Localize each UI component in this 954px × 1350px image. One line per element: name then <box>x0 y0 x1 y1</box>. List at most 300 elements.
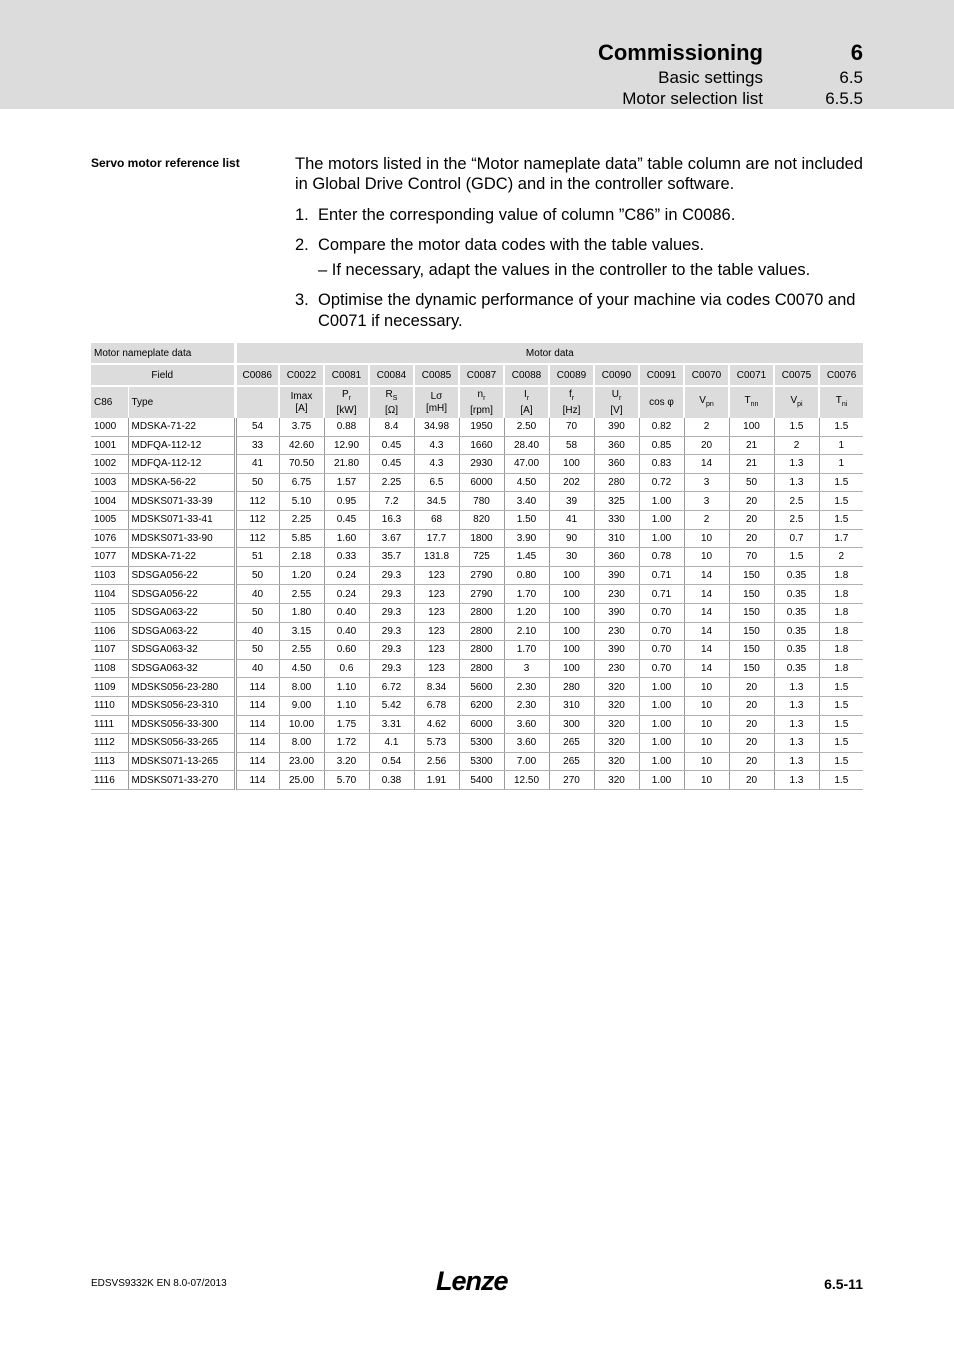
value-cell: 4.3 <box>414 455 459 474</box>
value-cell: 1.00 <box>639 734 684 753</box>
value-cell: 3.60 <box>504 715 549 734</box>
value-cell: 280 <box>594 473 639 492</box>
value-cell: 4.62 <box>414 715 459 734</box>
c86-cell: 1076 <box>91 529 128 548</box>
value-cell: 10.00 <box>279 715 324 734</box>
chapter-heading <box>598 40 863 66</box>
step-text: Compare the motor data codes with the table values. <box>318 236 705 254</box>
type-cell: SDSGA056-22 <box>128 585 235 604</box>
unit-symbol: V <box>699 394 706 406</box>
document-id: EDSVS9332K EN 8.0-07/2013 <box>91 1278 227 1289</box>
value-cell: 28.40 <box>504 436 549 455</box>
value-cell: 1.00 <box>639 492 684 511</box>
value-cell: 4.50 <box>279 659 324 678</box>
table-row <box>91 678 863 697</box>
value-cell: 2930 <box>459 455 504 474</box>
value-cell: 1.3 <box>774 696 819 715</box>
code-header: C0071 <box>729 364 774 386</box>
unit-label: [kW] <box>336 404 357 416</box>
type-cell: MDSKA-71-22 <box>128 418 235 436</box>
value-cell: 2800 <box>459 622 504 641</box>
value-cell: 1.80 <box>279 603 324 622</box>
value-cell: 1.60 <box>324 529 369 548</box>
type-cell: MDSKS071-13-265 <box>128 752 235 771</box>
value-cell: 10 <box>684 696 729 715</box>
type-cell: SDSGA063-32 <box>128 641 235 660</box>
value-cell: 1.00 <box>639 771 684 790</box>
value-cell: 29.3 <box>369 622 414 641</box>
step-item <box>295 205 863 226</box>
c86-cell: 1105 <box>91 603 128 622</box>
type-cell: MDSKS071-33-270 <box>128 771 235 790</box>
table-row <box>91 529 863 548</box>
value-cell: 360 <box>594 455 639 474</box>
value-cell: 1.00 <box>639 696 684 715</box>
type-cell: MDSKS056-23-280 <box>128 678 235 697</box>
code-header: C0090 <box>594 364 639 386</box>
subsection-number: 6.5.5 <box>825 89 863 108</box>
value-cell: 5.70 <box>324 771 369 790</box>
value-cell: 114 <box>235 771 279 790</box>
value-cell: 0.78 <box>639 548 684 567</box>
type-cell: MDSKS056-33-300 <box>128 715 235 734</box>
value-cell: 34.5 <box>414 492 459 511</box>
table-row <box>91 455 863 474</box>
value-cell: 1.8 <box>819 659 863 678</box>
c86-header: C86 <box>91 386 128 418</box>
value-cell: 41 <box>235 455 279 474</box>
value-cell: 5.10 <box>279 492 324 511</box>
value-cell: 5.73 <box>414 734 459 753</box>
value-cell: 0.45 <box>369 436 414 455</box>
c86-cell: 1103 <box>91 566 128 585</box>
value-cell: 100 <box>549 585 594 604</box>
unit-label: [mH] <box>425 402 448 414</box>
value-cell: 10 <box>684 715 729 734</box>
unit-symbol: I <box>523 388 527 400</box>
value-cell: 3.90 <box>504 529 549 548</box>
value-cell: 14 <box>684 455 729 474</box>
table-row <box>91 473 863 492</box>
value-cell: 330 <box>594 510 639 529</box>
step-text: Optimise the dynamic performance of your machine via codes C0070 and C0071 if necessary. <box>318 291 856 330</box>
value-cell: 7.00 <box>504 752 549 771</box>
value-cell: 1.5 <box>819 510 863 529</box>
value-cell: 90 <box>549 529 594 548</box>
step-number: 3. <box>295 291 309 309</box>
value-cell: 21.80 <box>324 455 369 474</box>
unit-header <box>594 386 639 418</box>
unit-header <box>549 386 594 418</box>
unit-symbol: n <box>477 388 484 400</box>
code-header: C0087 <box>459 364 504 386</box>
unit-header <box>414 386 459 418</box>
value-cell: 100 <box>549 622 594 641</box>
value-cell: 4.3 <box>414 436 459 455</box>
unit-header <box>774 386 819 418</box>
value-cell: 8.34 <box>414 678 459 697</box>
value-cell: 40 <box>235 659 279 678</box>
value-cell: 150 <box>729 566 774 585</box>
value-cell: 100 <box>549 455 594 474</box>
value-cell: 41 <box>549 510 594 529</box>
type-cell: MDFQA-112-12 <box>128 436 235 455</box>
chapter-title: Commissioning <box>597 40 763 65</box>
value-cell: 21 <box>729 455 774 474</box>
value-cell: 202 <box>549 473 594 492</box>
c86-cell: 1004 <box>91 492 128 511</box>
code-header: C0081 <box>324 364 369 386</box>
value-cell: 3 <box>684 492 729 511</box>
type-cell: SDSGA063-22 <box>128 603 235 622</box>
code-header: C0086 <box>235 364 279 386</box>
value-cell: 100 <box>549 603 594 622</box>
value-cell: 230 <box>594 622 639 641</box>
value-cell: 2.30 <box>504 678 549 697</box>
value-cell: 1.8 <box>819 641 863 660</box>
value-cell: 5600 <box>459 678 504 697</box>
value-cell: 1800 <box>459 529 504 548</box>
value-cell: 0.80 <box>504 566 549 585</box>
value-cell: 0.82 <box>639 418 684 436</box>
table-row <box>91 585 863 604</box>
value-cell: 10 <box>684 734 729 753</box>
table-row <box>91 418 863 436</box>
value-cell: 1 <box>819 436 863 455</box>
value-cell: 320 <box>594 715 639 734</box>
type-cell: MDSKA-71-22 <box>128 548 235 567</box>
value-cell: 2800 <box>459 641 504 660</box>
value-cell: 0.70 <box>639 641 684 660</box>
value-cell: 14 <box>684 585 729 604</box>
value-cell: 150 <box>729 641 774 660</box>
unit-header <box>684 386 729 418</box>
unit-header <box>279 386 324 418</box>
value-cell: 1.3 <box>774 678 819 697</box>
value-cell: 114 <box>235 715 279 734</box>
value-cell: 10 <box>684 771 729 790</box>
value-cell: 123 <box>414 603 459 622</box>
value-cell: 29.3 <box>369 659 414 678</box>
value-cell: 0.60 <box>324 641 369 660</box>
value-cell: 0.35 <box>774 622 819 641</box>
table-row <box>91 641 863 660</box>
c86-cell: 1106 <box>91 622 128 641</box>
unit-header <box>639 386 684 418</box>
value-cell: 1.91 <box>414 771 459 790</box>
value-cell: 70 <box>549 418 594 436</box>
value-cell: 1.8 <box>819 566 863 585</box>
value-cell: 5300 <box>459 752 504 771</box>
c86-cell: 1110 <box>91 696 128 715</box>
value-cell: 1.5 <box>819 696 863 715</box>
value-cell: 2.30 <box>504 696 549 715</box>
c86-cell: 1104 <box>91 585 128 604</box>
value-cell: 1.00 <box>639 529 684 548</box>
value-cell: 114 <box>235 752 279 771</box>
value-cell: 725 <box>459 548 504 567</box>
value-cell: 2.56 <box>414 752 459 771</box>
value-cell: 2.25 <box>369 473 414 492</box>
c86-cell: 1107 <box>91 641 128 660</box>
table-row <box>91 436 863 455</box>
value-cell: 10 <box>684 529 729 548</box>
value-cell: 40 <box>235 622 279 641</box>
value-cell: 0.54 <box>369 752 414 771</box>
table-row <box>91 548 863 567</box>
value-cell: 29.3 <box>369 585 414 604</box>
subsection-heading <box>622 89 863 109</box>
value-cell: 3 <box>504 659 549 678</box>
value-cell: 0.70 <box>639 622 684 641</box>
value-cell: 1.5 <box>819 715 863 734</box>
unit-subscript: pn <box>705 400 714 408</box>
value-cell: 390 <box>594 566 639 585</box>
header-unit-row <box>91 386 863 418</box>
value-cell: 29.3 <box>369 566 414 585</box>
type-cell: MDSKS071-33-39 <box>128 492 235 511</box>
value-cell: 100 <box>729 418 774 436</box>
unit-header <box>729 386 774 418</box>
value-cell: 1.8 <box>819 585 863 604</box>
value-cell: 50 <box>235 473 279 492</box>
value-cell: 29.3 <box>369 641 414 660</box>
page-header <box>0 0 954 109</box>
value-cell: 50 <box>729 473 774 492</box>
value-cell: 34.98 <box>414 418 459 436</box>
value-cell: 68 <box>414 510 459 529</box>
unit-subscript: S <box>392 394 398 402</box>
value-cell: 390 <box>594 418 639 436</box>
value-cell: 1.5 <box>819 771 863 790</box>
value-cell: 3.75 <box>279 418 324 436</box>
value-cell: 300 <box>549 715 594 734</box>
value-cell: 1.5 <box>819 492 863 511</box>
value-cell: 0.40 <box>324 603 369 622</box>
table-row <box>91 771 863 790</box>
value-cell: 6200 <box>459 696 504 715</box>
value-cell: 12.50 <box>504 771 549 790</box>
unit-subscript: pi <box>797 400 803 408</box>
value-cell: 1.5 <box>819 418 863 436</box>
value-cell: 1.00 <box>639 678 684 697</box>
lenze-logo <box>436 1262 516 1298</box>
value-cell: 8.00 <box>279 734 324 753</box>
value-cell: 30 <box>549 548 594 567</box>
subsection-title: Motor selection list <box>622 89 763 108</box>
step-number: 2. <box>295 236 309 254</box>
value-cell: 820 <box>459 510 504 529</box>
value-cell: 20 <box>729 715 774 734</box>
value-cell: 2790 <box>459 566 504 585</box>
value-cell: 114 <box>235 734 279 753</box>
section-title: Basic settings <box>658 68 763 87</box>
value-cell: 2.55 <box>279 641 324 660</box>
value-cell: 1.20 <box>504 603 549 622</box>
unit-symbol: V <box>790 394 798 406</box>
value-cell: 123 <box>414 641 459 660</box>
value-cell: 0.45 <box>324 510 369 529</box>
value-cell: 0.83 <box>639 455 684 474</box>
value-cell: 6.78 <box>414 696 459 715</box>
value-cell: 0.95 <box>324 492 369 511</box>
unit-symbol: cos φ <box>649 396 674 408</box>
unit-subscript: ni <box>841 400 848 408</box>
type-cell: MDSKA-56-22 <box>128 473 235 492</box>
value-cell: 0.38 <box>369 771 414 790</box>
side-label: Servo motor reference list <box>91 156 240 170</box>
unit-header <box>369 386 414 418</box>
value-cell: 10 <box>684 678 729 697</box>
value-cell: 112 <box>235 510 279 529</box>
value-cell: 0.71 <box>639 566 684 585</box>
value-cell: 320 <box>594 734 639 753</box>
value-cell: 0.88 <box>324 418 369 436</box>
value-cell: 29.3 <box>369 603 414 622</box>
value-cell: 1 <box>819 455 863 474</box>
step-number: 1. <box>295 206 309 224</box>
value-cell: 3 <box>684 473 729 492</box>
value-cell: 5.85 <box>279 529 324 548</box>
value-cell: 360 <box>594 548 639 567</box>
value-cell: 8.00 <box>279 678 324 697</box>
value-cell: 12.90 <box>324 436 369 455</box>
value-cell: 21 <box>729 436 774 455</box>
value-cell: 1.3 <box>774 473 819 492</box>
value-cell: 20 <box>729 492 774 511</box>
value-cell: 10 <box>684 548 729 567</box>
value-cell: 1.75 <box>324 715 369 734</box>
value-cell: 20 <box>729 678 774 697</box>
value-cell: 123 <box>414 585 459 604</box>
unit-symbol: f <box>568 388 572 400</box>
type-cell: MDSKS056-33-265 <box>128 734 235 753</box>
step-text: Enter the corresponding value of column ”C86” in C0086. <box>318 206 736 224</box>
value-cell: 51 <box>235 548 279 567</box>
value-cell: 780 <box>459 492 504 511</box>
value-cell: 1.20 <box>279 566 324 585</box>
value-cell: 112 <box>235 492 279 511</box>
c86-cell: 1113 <box>91 752 128 771</box>
table-row <box>91 603 863 622</box>
value-cell: 6.5 <box>414 473 459 492</box>
value-cell: 1950 <box>459 418 504 436</box>
value-cell: 1.5 <box>774 548 819 567</box>
code-header: C0022 <box>279 364 324 386</box>
value-cell: 2.50 <box>504 418 549 436</box>
code-header: C0070 <box>684 364 729 386</box>
value-cell: 42.60 <box>279 436 324 455</box>
c86-cell: 1108 <box>91 659 128 678</box>
value-cell: 5400 <box>459 771 504 790</box>
step-item <box>295 235 863 281</box>
value-cell: 1.10 <box>324 696 369 715</box>
value-cell: 0.85 <box>639 436 684 455</box>
value-cell: 2 <box>819 548 863 567</box>
value-cell: 3.60 <box>504 734 549 753</box>
table-row <box>91 622 863 641</box>
unit-symbol: T <box>835 394 842 406</box>
value-cell: 14 <box>684 603 729 622</box>
value-cell: 320 <box>594 771 639 790</box>
page-number: 6.5-11 <box>824 1276 863 1292</box>
value-cell: 20 <box>729 696 774 715</box>
value-cell: 5.42 <box>369 696 414 715</box>
table-row <box>91 715 863 734</box>
value-cell: 1660 <box>459 436 504 455</box>
value-cell: 2.25 <box>279 510 324 529</box>
value-cell: 0.70 <box>639 659 684 678</box>
unit-subscript: r <box>348 394 351 402</box>
unit-symbol: R <box>385 388 393 400</box>
chapter-number: 6 <box>850 40 863 65</box>
value-cell: 390 <box>594 641 639 660</box>
value-cell: 58 <box>549 436 594 455</box>
code-header: C0076 <box>819 364 863 386</box>
value-cell: 1.3 <box>774 734 819 753</box>
c86-cell: 1109 <box>91 678 128 697</box>
value-cell: 2.5 <box>774 492 819 511</box>
value-cell: 1.70 <box>504 641 549 660</box>
unit-label: [rpm] <box>470 404 493 416</box>
value-cell: 2.10 <box>504 622 549 641</box>
header-group-row <box>91 343 863 364</box>
type-cell: MDFQA-112-12 <box>128 455 235 474</box>
value-cell: 50 <box>235 603 279 622</box>
value-cell: 20 <box>729 752 774 771</box>
value-cell: 6.75 <box>279 473 324 492</box>
c86-cell: 1005 <box>91 510 128 529</box>
value-cell: 0.71 <box>639 585 684 604</box>
value-cell: 1.45 <box>504 548 549 567</box>
table-row <box>91 566 863 585</box>
type-cell: MDSKS071-33-90 <box>128 529 235 548</box>
value-cell: 1.10 <box>324 678 369 697</box>
unit-subscript: r <box>618 394 622 402</box>
value-cell: 150 <box>729 585 774 604</box>
unit-header <box>235 386 279 418</box>
unit-subscript: nn <box>750 400 759 408</box>
unit-symbol: Imax <box>290 390 313 402</box>
table-row <box>91 492 863 511</box>
value-cell: 1.8 <box>819 603 863 622</box>
value-cell: 6000 <box>459 473 504 492</box>
value-cell: 100 <box>549 659 594 678</box>
unit-label: [Hz] <box>562 404 581 416</box>
value-cell: 1.5 <box>819 734 863 753</box>
value-cell: 0.35 <box>774 641 819 660</box>
value-cell: 1.7 <box>819 529 863 548</box>
value-cell: 1.57 <box>324 473 369 492</box>
type-cell: MDSKS056-23-310 <box>128 696 235 715</box>
group-motor-data-header: Motor data <box>235 343 863 364</box>
value-cell: 14 <box>684 659 729 678</box>
value-cell: 3.15 <box>279 622 324 641</box>
unit-subscript: r <box>483 394 486 402</box>
value-cell: 2 <box>774 436 819 455</box>
code-header: C0084 <box>369 364 414 386</box>
table-row <box>91 752 863 771</box>
value-cell: 35.7 <box>369 548 414 567</box>
value-cell: 0.7 <box>774 529 819 548</box>
value-cell: 3.40 <box>504 492 549 511</box>
unit-header <box>504 386 549 418</box>
c86-cell: 1116 <box>91 771 128 790</box>
value-cell: 265 <box>549 752 594 771</box>
value-cell: 5300 <box>459 734 504 753</box>
value-cell: 390 <box>594 603 639 622</box>
c86-cell: 1001 <box>91 436 128 455</box>
